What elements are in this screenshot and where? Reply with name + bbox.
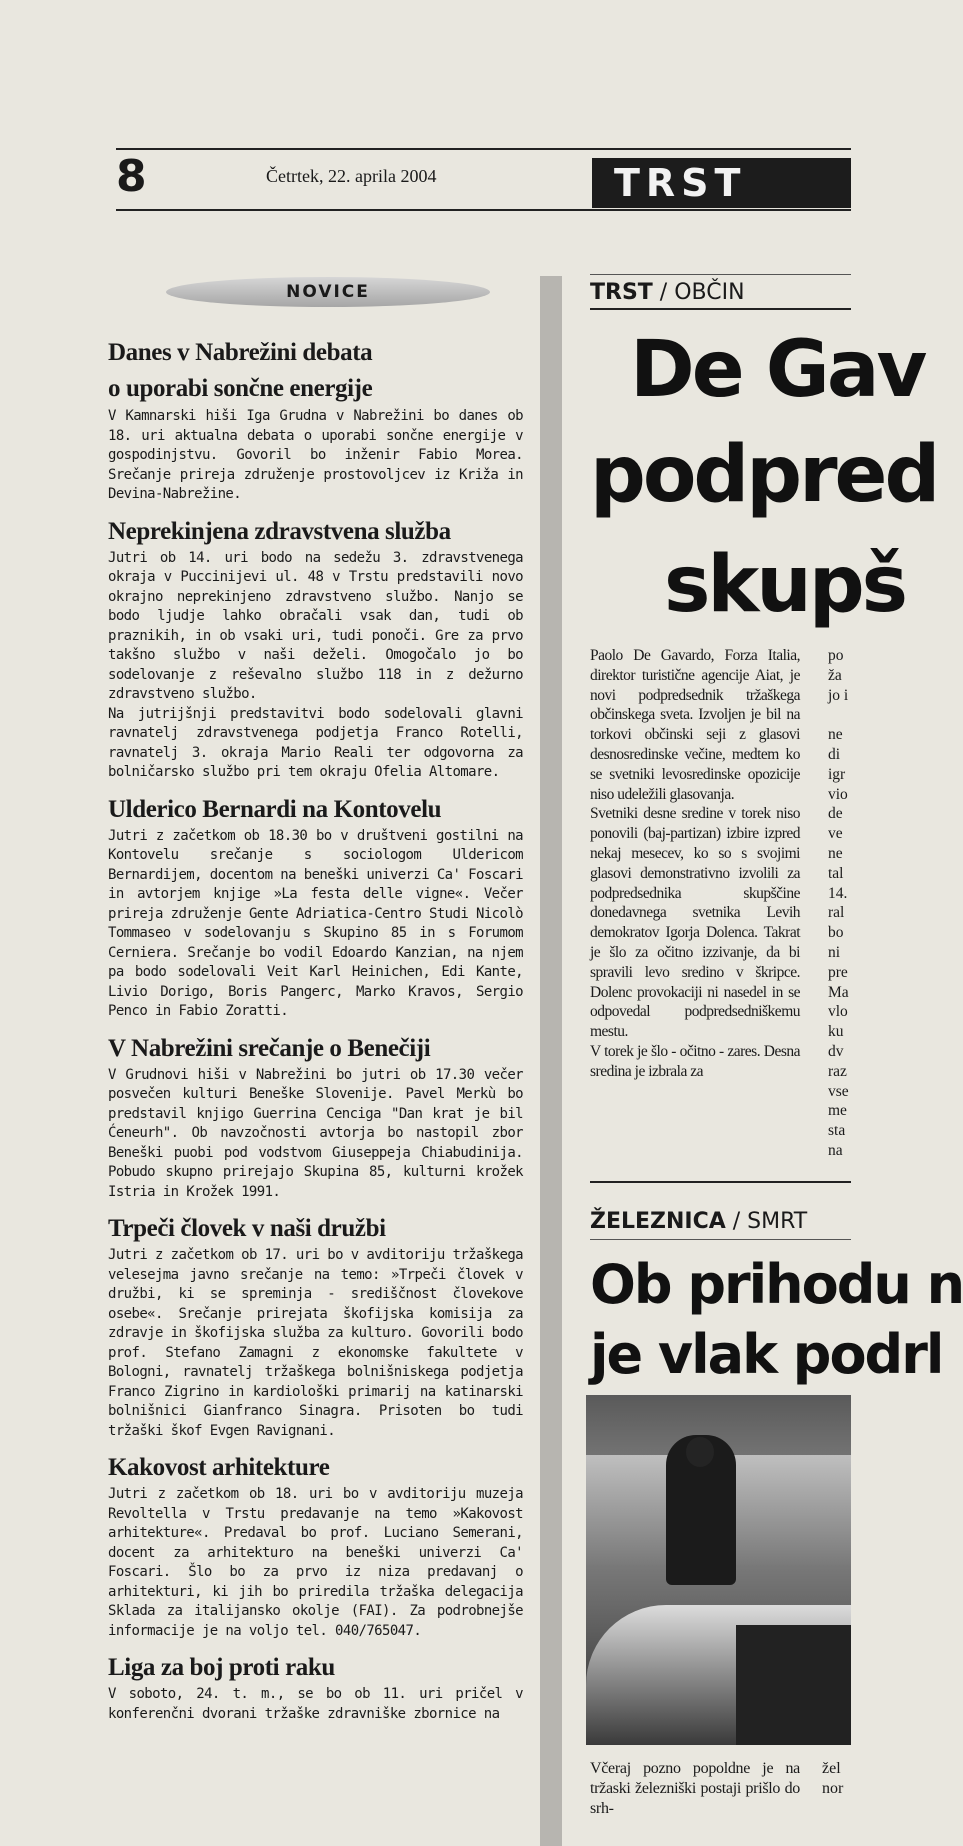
section-label-rest: / SMRT — [725, 1209, 808, 1234]
news-briefs-column — [108, 335, 523, 1734]
brief-headline: Danes v Nabrežini debata o uporabi sončne energije — [108, 339, 373, 402]
section-rule — [590, 308, 851, 310]
brief-body: Jutri z začetkom ob 18.30 bo v društveni gostilni na Kontovelu srečanje s sociologom Uldericom Bernardijem, docentom na beneški univerzi Ca' Foscari in avtorjem knjige »La festa delle vigne«. Večer prireja združenje Gente Adriatica-Centro Studi Nicolò Tommaseo v sodelovanju s Skupino 85 in s Forumom Cerniera. Srečanje bo vodil Edoardo Kanzian, na njem pa bodo sodelovali Veit Karl Heinichen, Edi Kante, Livio Dorigo, Boris Pangerc, Marko Kravos, Sergio Penco in Fabio Zoratti. — [108, 827, 523, 1019]
brief-body: Jutri z začetkom ob 18. uri bo v avditoriju muzeja Revoltella v Trstu predavanje na temo »Kakovost arhitekture«. Predaval bo prof. Luciano Semerani, docent za arhitekturo na beneški univerzi Ca' Foscari. Šlo bo za prvo iz niza predavanj o arhitekturi, ki jih bo priredila tržaška delegacija Sklada za italijansko okolje (FAI). Za podrobnejše informacije je na voljo tel. 040/765047. — [108, 1486, 523, 1639]
novice-banner: NOVICE — [166, 277, 490, 307]
brief-article — [108, 793, 523, 1022]
section-label-bold: TRST — [590, 280, 653, 305]
brief-article — [108, 1651, 523, 1724]
section-rule — [590, 274, 851, 275]
brief-article — [108, 335, 523, 505]
section-banner: TRST — [592, 158, 851, 208]
brief-article — [108, 515, 523, 783]
section-label-zeleznica — [590, 1207, 851, 1237]
brief-body: Jutri z začetkom ob 17. uri bo v avditoriju tržaškega velesejma javno srečanje na temo: »Trpeči človek v družbi, ki se spreminja - središčnost človekove osebe«. Srečanje prirejata škofijska komisija za zdravje in škofijska služba za kulturo. Govorili bodo prof. Stefano Zamagni z ekonomske fakultete v Bologni, ravnatelj tržaškega bolnišniskega podjetja Franco Zigrino in kardiološki primarij na katinarski bolnišnici Gianfranco Sinagra. Prisoten bo tudi tržaški škof Evgen Ravignani. — [108, 1247, 523, 1439]
brief-headline: Liga za boj proti raku — [108, 1654, 335, 1681]
brief-headline: Ulderico Bernardi na Kontovelu — [108, 795, 442, 823]
page-number: 8 — [116, 151, 147, 202]
brief-headline: Neprekinjena zdravstvena služba — [108, 517, 451, 545]
photo-shadow — [736, 1625, 851, 1745]
section-label-rest: / OBČIN — [652, 280, 745, 305]
header-rule-bottom — [116, 209, 851, 211]
brief-headline: Trpeči človek v naši družbi — [108, 1215, 386, 1242]
brief-body: V Kamnarski hiši Iga Grudna v Nabrežini bo danes ob 18. uri aktualna debata o uporabi sončne energije v gospodinjstvu. Govoril bo inženir Fabio Morea. Srečanje prireja združenje prostovoljcev iz Križa in Devina-Nabrežine. — [108, 408, 523, 502]
section-rule — [590, 1239, 851, 1240]
brief-headline: V Nabrežini srečanje o Benečiji — [108, 1034, 431, 1062]
brief-headline: Kakovost arhitekture — [108, 1454, 330, 1481]
main-article-body: Paolo De Gavardo, Forza Italia, direktor turistične agencije Aiat, je novi podpredsednik tržaškega občinskega sveta. Izvoljen je bil na torkovi občinski seji z glasovi desnosredinske večine, medtem ko se svetniki levosredinske opozicije niso udeležili glasovanja. Svetniki desne sredine v torek niso ponovili (baj-partizan) izbire izpred nekaj mesecev, ko so s svojimi glasovi demonstrativno izvolili za podpredsednika skupščine donedavnega svetnika Levih demokratov Igorja Dolenca. Takrat je šlo za očitno izzivanje, da bi spravili levo sredino v škripce. Dolenc provokaciji ni nasedel in se odpovedal podpredsedniškemu mestu. V torek je šlo - očitno - zares. Desna sredina je izbrala za — [590, 647, 800, 1080]
main-article-cut-column: po ža jo i ne di igr vio de ve ne tal 14. ral bo ni pre Ma vlo ku dv raz vse me sta na — [828, 647, 849, 1159]
brief-body: V Grudnovi hiši v Nabrežini bo jutri ob 17.30 večer posvečen kulturi Beneške Slovenije. Pavel Merkù bo predstavil knjigo Guerrina Cenciga "Dan krat je bil Ćeneurh". Ob navzočnosti avtorja bo nastopil zbor Beneški puobi pod vodstvom Giuseppeja Chiabudinija. Pobudo skupno prirejajo Skupina 85, kulturni krožek Istria in Krožek 1991. — [108, 1066, 523, 1200]
brief-article — [108, 1032, 523, 1203]
main-headline-line-3: skupš — [664, 540, 906, 630]
second-headline-line-2: je vlak podrl — [590, 1323, 943, 1386]
brief-body: V soboto, 24. t. m., se bo ob 11. uri pričel v konferenčni dvorani tržaške zdravniške zbornice na — [108, 1686, 523, 1722]
brief-body: Jutri ob 14. uri bodo na sedežu 3. zdravstvenega okraja v Puccinijevi ul. 48 v Trstu predstavili novo okrajno neprekinjeno zdravstveno službo. Nanjo se bodo ljudje lahko obračali vsak dan, tudi ob praznikih, in ob vsaki uri, tudi ponoči. Gre za prvo takšno službo v naši deželi. Omogočalo jo bo sodelovanje z reševalno službo 118 in z dežurno zdravstveno službo. Na jutrijšnji predstavitvi bodo sodelovali glavni ravnatelj zdravstvenega podjetja Franco Rotelli, ravnatelj 3. okraja Mario Reali ter odgovorna za bolničarsko službo pri tem okraju Ofelia Altomare. — [108, 549, 523, 780]
section-label-bold: ŽELEZNICA — [590, 1209, 726, 1234]
second-article-cut-column: žel nor — [822, 1760, 844, 1797]
second-headline-line-1: Ob prihodu n — [590, 1253, 963, 1316]
railway-photo — [586, 1395, 851, 1742]
second-article-body: Včeraj pozno popoldne je na tržaski železniški postaji prišlo do srh- — [590, 1760, 800, 1817]
main-headline-line-1: De Gav — [630, 325, 925, 415]
issue-date: Četrtek, 22. aprila 2004 — [266, 166, 437, 186]
section-label-trst — [590, 278, 851, 308]
section-rule — [590, 1181, 851, 1183]
photo-person-head — [686, 1437, 714, 1467]
brief-article — [108, 1451, 523, 1641]
header-rule-top — [116, 148, 851, 150]
main-headline-line-2: podpred — [590, 430, 938, 520]
column-separator — [540, 276, 562, 1846]
brief-article — [108, 1212, 523, 1441]
